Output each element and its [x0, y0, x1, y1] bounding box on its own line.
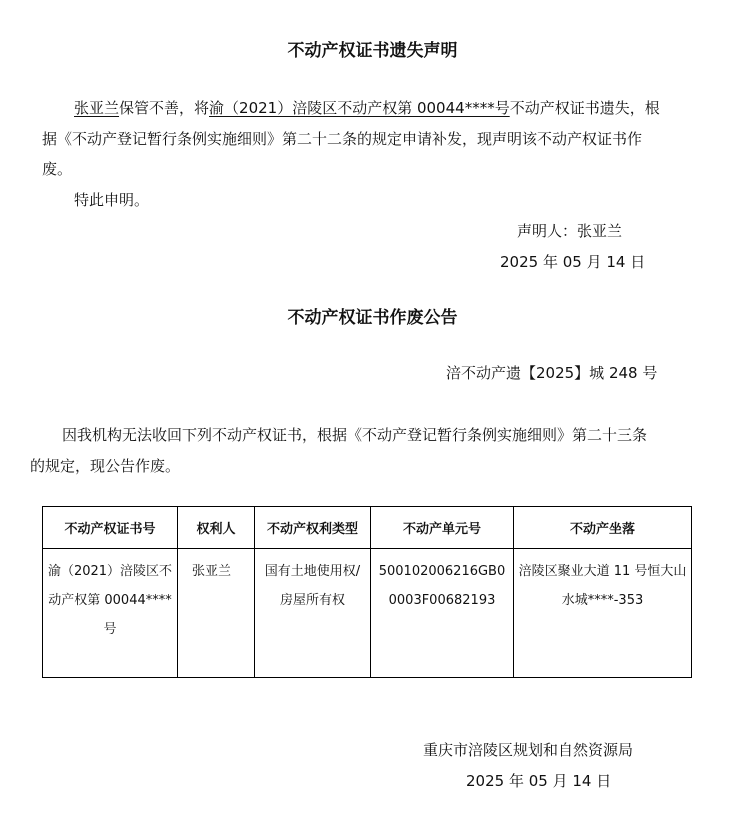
- column-header-certificate-number: 不动产权证书号: [43, 507, 178, 549]
- announcement-date: 2025 年 05 月 14 日: [466, 772, 612, 790]
- statement-special-note: 特此申明。: [74, 191, 150, 209]
- cell-right-type: 国有土地使用权/房屋所有权: [255, 549, 371, 678]
- cell-certificate-number: 渝（2021）涪陵区不动产权第 00044****号: [43, 549, 178, 678]
- announcement-body-line-1: 因我机构无法收回下列不动产权证书，根据《不动产登记暂行条例实施细则》第二十三条: [62, 426, 648, 444]
- statement-line-1-end: 不动产权证书遗失，根: [509, 99, 660, 117]
- cell-right-holder: 张亚兰: [178, 549, 255, 678]
- column-header-right-type: 不动产权利类型: [255, 507, 371, 549]
- statement-date: 2025 年 05 月 14 日: [500, 253, 646, 271]
- statement-line-3: 废。: [42, 160, 73, 178]
- statement-line-2: 据《不动产登记暂行条例实施细则》第二十二条的规定申请补发，现声明该不动产权证书作: [42, 130, 643, 148]
- certificate-number: 渝（2021）涪陵区不动产权第 00044****号: [209, 99, 510, 117]
- cell-location: 涪陵区聚业大道 11 号恒大山水城****-353: [514, 549, 692, 678]
- declarant-name: 张亚兰: [74, 99, 120, 117]
- void-certificate-table: [42, 506, 692, 678]
- announcement-issuer: 重庆市涪陵区规划和自然资源局: [423, 741, 634, 759]
- announcement-title: 不动产权证书作废公告: [287, 308, 458, 328]
- statement-line-1: [74, 97, 660, 118]
- column-header-right-holder: 权利人: [178, 507, 255, 549]
- table-row: [43, 549, 692, 678]
- announcement-reference-number: 涪不动产遗【2025】城 248 号: [446, 364, 658, 382]
- statement-declarant: 声明人：张亚兰: [517, 222, 623, 240]
- announcement-body-line-2: 的规定，现公告作废。: [30, 457, 181, 475]
- cell-unit-number: 500102006216GB00003F00682193: [371, 549, 514, 678]
- table-header-row: [43, 507, 692, 549]
- statement-title: 不动产权证书遗失声明: [287, 41, 458, 61]
- statement-line-1-mid: 保管不善，将: [119, 99, 210, 117]
- column-header-location: 不动产坐落: [514, 507, 692, 549]
- column-header-unit-number: 不动产单元号: [371, 507, 514, 549]
